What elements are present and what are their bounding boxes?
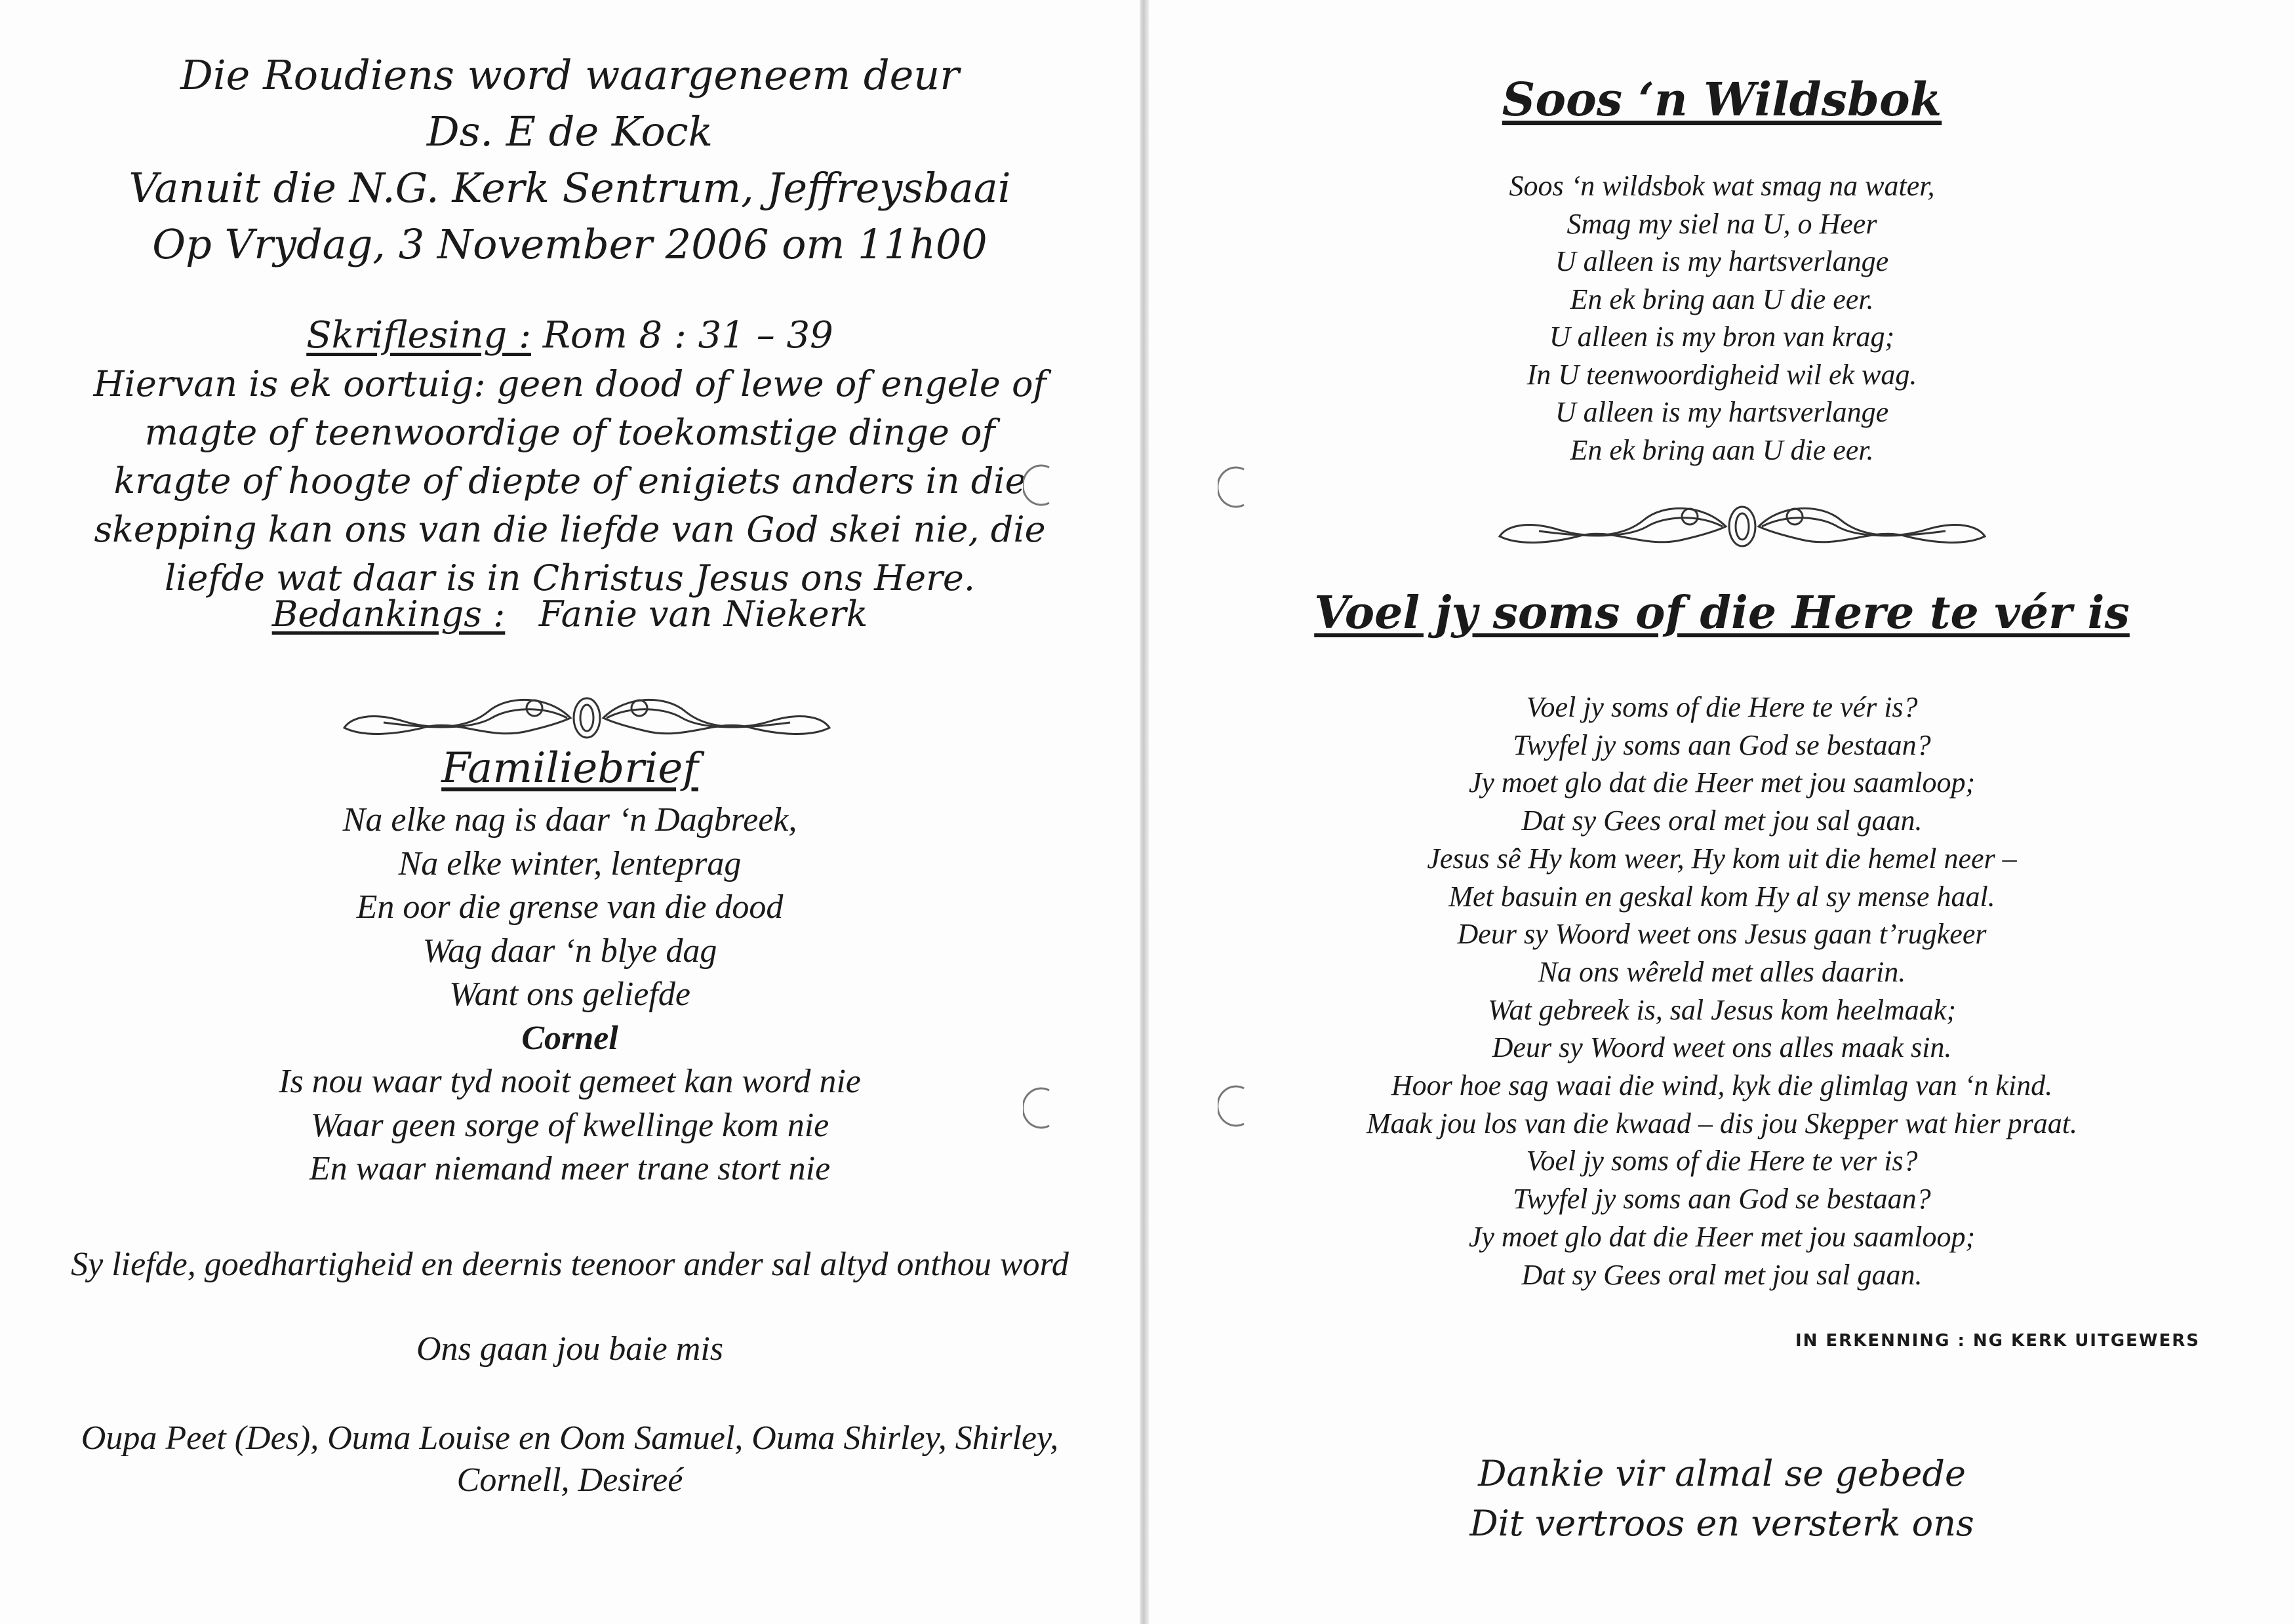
family-letter-title: Familiebrief [441, 744, 698, 793]
song2-title: Voel jy soms of die Here te vér is [1314, 587, 2130, 639]
service-details [0, 47, 1140, 273]
lyric-line: Met basuin en geskal kom Hy al sy mense haal. [1448, 880, 1995, 913]
scripture-reading [0, 311, 1140, 603]
lyric-line: Soos ‘n wildsbok wat smag na water, [1509, 170, 1935, 202]
lyric-line: En ek bring aan U die eer. [1570, 283, 1874, 315]
lyric-line: U alleen is my hartsverlange [1555, 245, 1889, 277]
lyric-line: Hoor hoe sag waai die wind, kyk die glimlag van ‘n kind. [1391, 1069, 2053, 1102]
lyric-line: Jy moet glo dat die Heer met jou saamloop; [1468, 1220, 1976, 1253]
family-signoff: Oupa Peet (Des), Ouma Louise en Oom Samuel, Ouma Shirley, Shirley, Cornell, Desireé [81, 1419, 1059, 1499]
poem-line: En waar niemand meer trane stort nie [309, 1150, 831, 1187]
poem-line: Wag daar ‘n blye dag [422, 932, 717, 970]
scroll-ornament-icon [338, 682, 836, 754]
punch-hole-icon [1023, 1085, 1062, 1131]
lyric-line: In U teenwoordigheid wil ek wag. [1527, 358, 1917, 391]
song2-lyrics [1149, 688, 2295, 1294]
missed-text: Ons gaan jou baie mis [416, 1330, 723, 1368]
left-page [0, 0, 1140, 1624]
page-fold [1140, 0, 1149, 1624]
right-page [1149, 0, 2295, 1624]
deceased-name: Cornel [521, 1019, 618, 1057]
lyric-line: Twyfel jy soms aan God se bestaan? [1513, 728, 1931, 761]
lyric-line: En ek bring aan U die eer. [1570, 433, 1874, 466]
reading-label: Skriflesing : [306, 314, 531, 357]
song1-title: Soos ‘n Wildsbok [1502, 72, 1942, 127]
lyric-line: U alleen is my bron van krag; [1549, 321, 1895, 353]
thanks [0, 593, 1140, 635]
venue: Vanuit die N.G. Kerk Sentrum, Jeffreysbaai [129, 164, 1011, 212]
lyric-line: Smag my siel na U, o Heer [1567, 207, 1877, 240]
closing-thanks [1149, 1449, 2295, 1549]
lyric-line: Dat sy Gees oral met jou sal gaan. [1521, 804, 1923, 837]
lyric-line: Voel jy soms of die Here te vér is? [1526, 691, 1918, 723]
lyric-line: Jesus sê Hy kom weer, Hy kom uit die hemel neer – [1427, 842, 2017, 875]
reading-reference: Rom 8 : 31 – 39 [542, 314, 833, 357]
memory-text: Sy liefde, goedhartigheid en deernis teenoor ander sal altyd onthou word [71, 1246, 1069, 1283]
lyric-line: Maak jou los van die kwaad – dis jou Skepper wat hier praat. [1367, 1107, 2077, 1139]
lyric-line: Jy moet glo dat die Heer met jou saamloop; [1468, 766, 1976, 799]
officiant-intro: Die Roudiens word waargeneem deur [180, 51, 959, 99]
family-letter-poem [0, 799, 1140, 1191]
poem-line: Is nou waar tyd nooit gemeet kan word nie [279, 1063, 861, 1100]
lyric-line: Deur sy Woord weet ons alles maak sin. [1492, 1031, 1952, 1064]
publisher-credit: IN ERKENNING : NG KERK UITGEWERS [1795, 1331, 2200, 1351]
thanks-label: Bedankings : [271, 593, 506, 635]
lyric-line: U alleen is my hartsverlange [1555, 396, 1889, 428]
lyric-line: Twyfel jy soms aan God se bestaan? [1513, 1183, 1931, 1216]
poem-line: Na elke winter, lenteprag [398, 844, 742, 882]
closing-line: Dankie vir almal se gebede [1478, 1453, 1966, 1494]
lyric-line: Na ons wêreld met alles daarin. [1538, 955, 1906, 988]
minister-name: Ds. E de Kock [426, 108, 713, 155]
punch-hole-icon [1023, 462, 1062, 508]
scroll-ornament-icon [1493, 490, 1991, 563]
lyric-line: Wat gebreek is, sal Jesus kom heelmaak; [1488, 993, 1956, 1026]
song1-lyrics [1149, 167, 2295, 469]
poem-line: Want ons geliefde [449, 976, 690, 1013]
lyric-line: Voel jy soms of die Here te ver is? [1526, 1145, 1918, 1178]
lyric-line: Deur sy Woord weet ons Jesus gaan t’rugkeer [1457, 918, 1987, 951]
closing-line: Dit vertroos en versterk ons [1469, 1503, 1974, 1544]
poem-line: En oor die grense van die dood [356, 888, 784, 926]
punch-hole-icon [1218, 464, 1257, 510]
poem-line: Na elke nag is daar ‘n Dagbreek, [342, 801, 797, 839]
lyric-line: Dat sy Gees oral met jou sal gaan. [1521, 1258, 1923, 1291]
service-date: Op Vrydag, 3 November 2006 om 11h00 [152, 220, 988, 268]
poem-line: Waar geen sorge of kwellinge kom nie [310, 1106, 829, 1144]
reading-text: Hiervan is ek oortuig: geen dood of lewe of engele of magte of teenwoordige of toekomstige dinge of kragte of hoogte of diepte of enigiets anders in die skepping kan ons van die liefde van God skei nie, die liefde wat daar is in Christus Jesus ons Here. [93, 363, 1047, 599]
thanks-name: Fanie van Niekerk [538, 593, 868, 635]
